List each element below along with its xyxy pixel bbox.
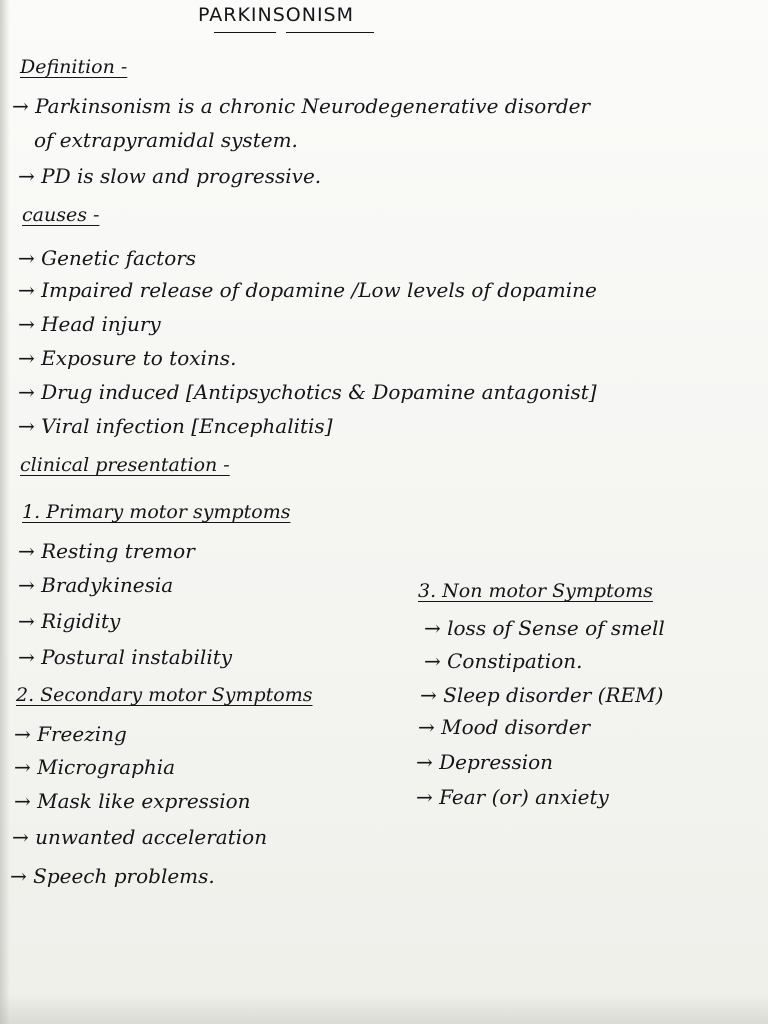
non-motor-symptom-item: → loss of Sense of smell xyxy=(424,616,665,640)
secondary-symptom-item: → Speech problems. xyxy=(10,864,215,888)
secondary-symptom-item: → Mask like expression xyxy=(14,789,251,813)
page-bottom-shadow xyxy=(0,994,768,1024)
cause-item: → Impaired release of dopamine /Low levels of dopamine xyxy=(18,278,597,302)
cause-item: → Exposure to toxins. xyxy=(18,346,237,370)
non-motor-symptom-item: → Mood disorder xyxy=(418,715,591,739)
cause-item: → Drug induced [Antipsychotics & Dopamine antagonist] xyxy=(18,380,597,404)
clinical-heading: clinical presentation - xyxy=(20,454,230,476)
causes-heading: causes - xyxy=(22,204,100,226)
non-motor-symptom-item: → Constipation. xyxy=(424,649,583,673)
definition-heading: Definition - xyxy=(20,56,128,78)
definition-line: → PD is slow and progressive. xyxy=(18,164,322,188)
secondary-symptom-item: → Freezing xyxy=(14,722,127,746)
primary-motor-heading: 1. Primary motor symptoms xyxy=(22,501,291,523)
secondary-symptom-item: → Micrographia xyxy=(14,755,176,779)
non-motor-symptom-item: → Depression xyxy=(416,750,554,774)
definition-line: of extrapyramidal system. xyxy=(34,128,298,152)
primary-symptom-item: → Resting tremor xyxy=(18,539,195,563)
primary-symptom-item: → Postural instability xyxy=(18,645,233,669)
non-motor-heading: 3. Non motor Symptoms xyxy=(418,580,653,602)
page-title: PARKINSONISM xyxy=(198,4,355,26)
cause-item: → Viral infection [Encephalitis] xyxy=(18,414,333,438)
title-underline-2 xyxy=(286,32,374,33)
title-underline-1 xyxy=(214,32,276,33)
non-motor-symptom-item: → Fear (or) anxiety xyxy=(416,785,609,809)
secondary-symptom-item: → unwanted acceleration xyxy=(12,825,268,849)
primary-symptom-item: → Rigidity xyxy=(18,609,121,633)
page-edge-shadow xyxy=(0,0,10,1024)
non-motor-symptom-item: → Sleep disorder (REM) xyxy=(420,683,664,707)
cause-item: → Genetic factors xyxy=(18,246,197,270)
cause-item: → Head injury xyxy=(18,312,161,336)
definition-line: → Parkinsonism is a chronic Neurodegenerative disorder xyxy=(12,94,591,118)
secondary-motor-heading: 2. Secondary motor Symptoms xyxy=(16,684,313,706)
primary-symptom-item: → Bradykinesia xyxy=(18,573,174,597)
